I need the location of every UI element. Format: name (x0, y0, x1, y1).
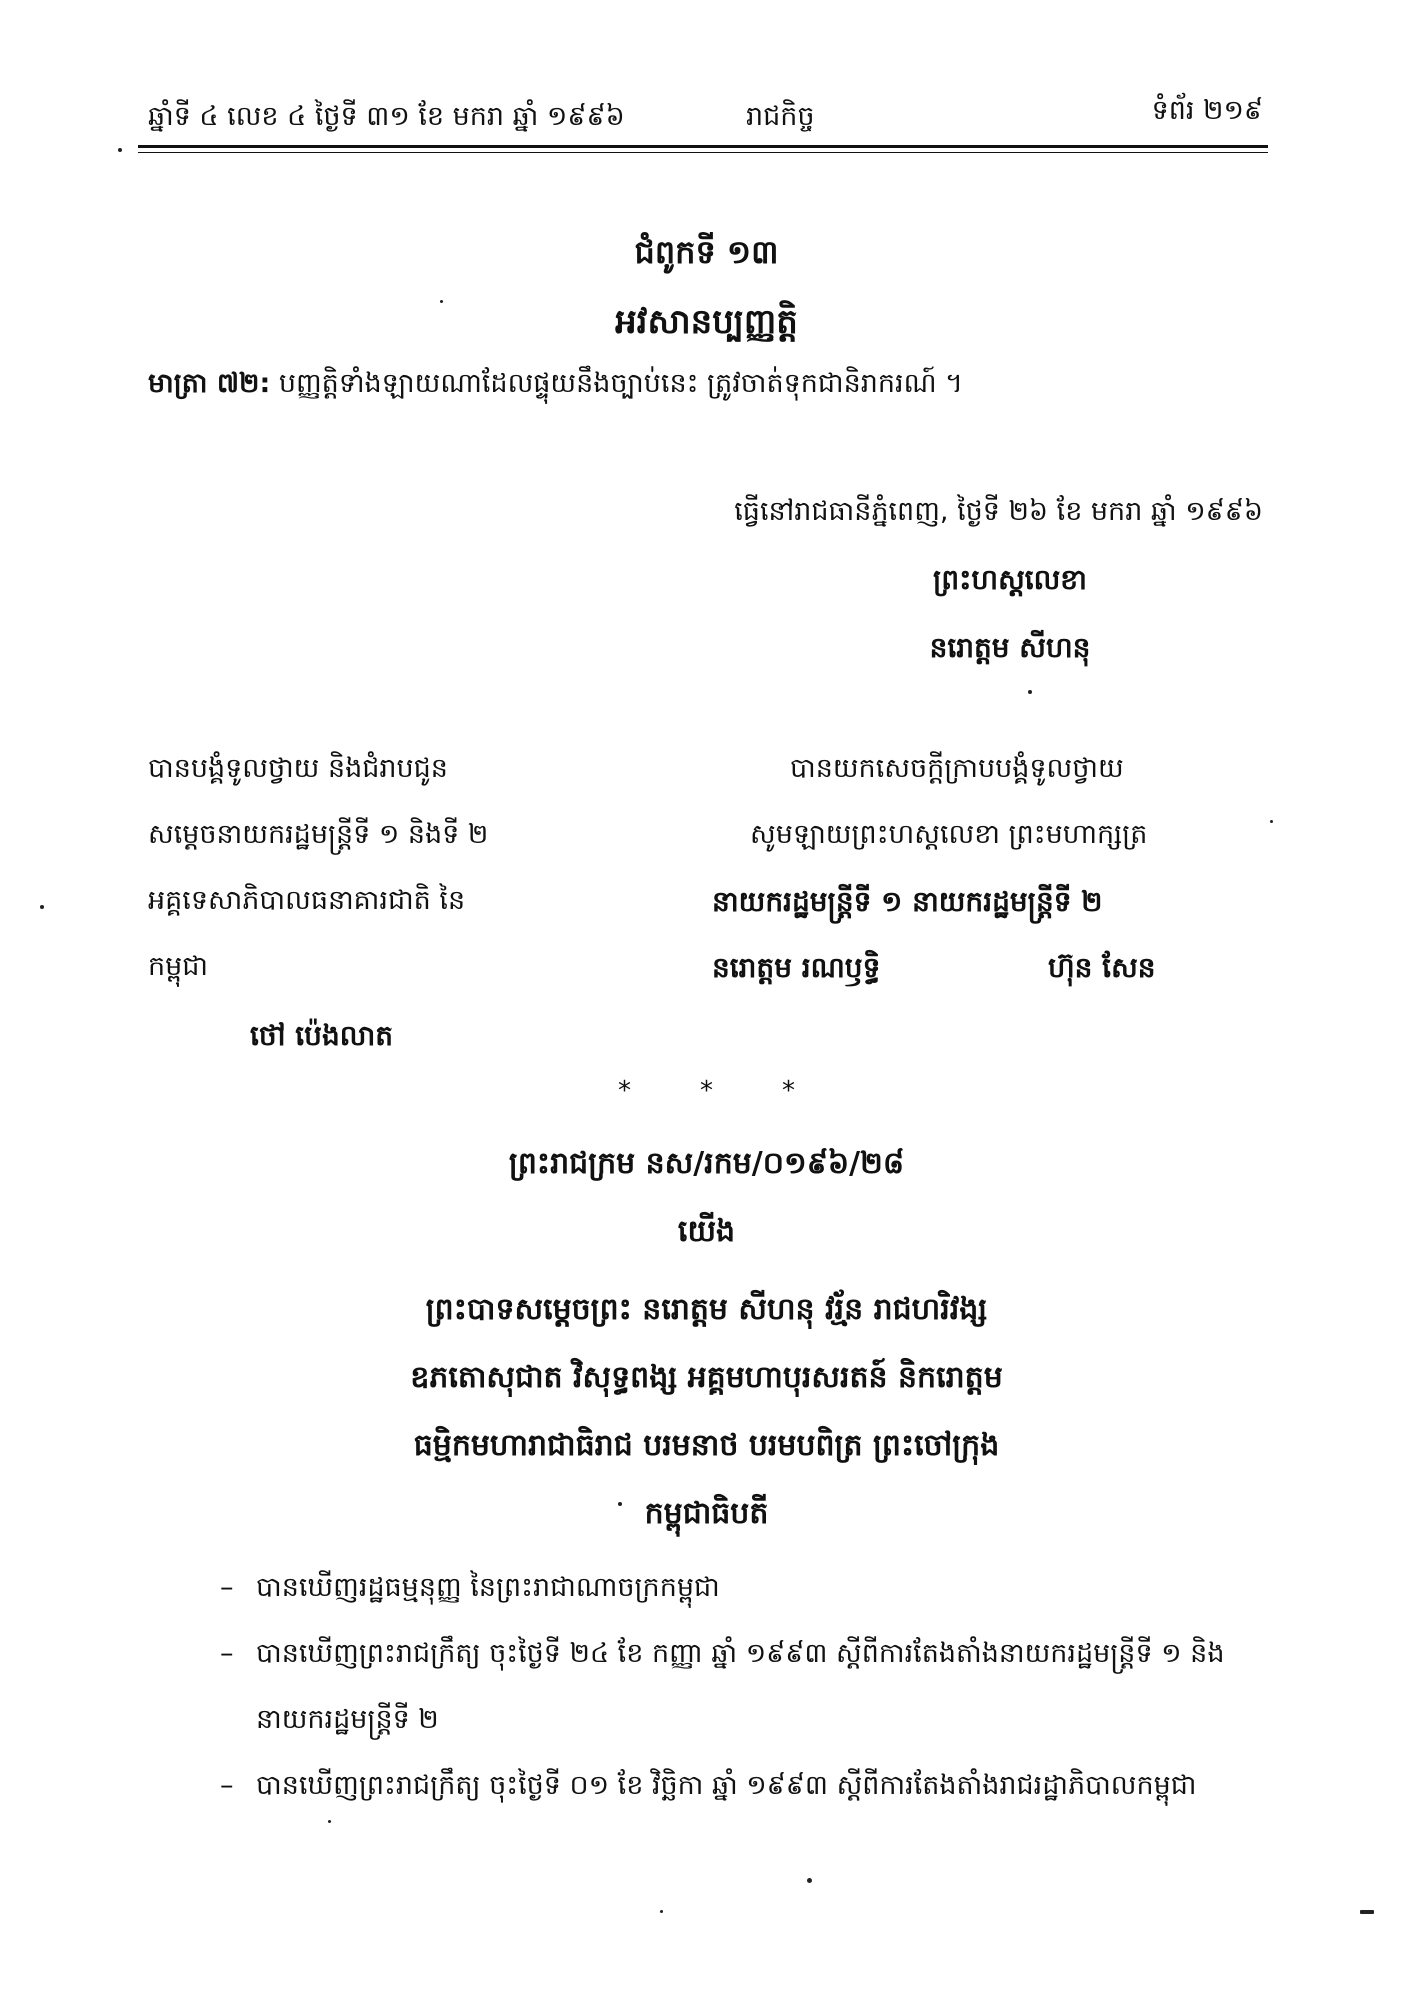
header-gazette-title: រាជកិច្ច (746, 101, 815, 132)
article-text: បញ្ញត្តិទាំងឡាយណាដែលផ្ទុយនឹងច្បាប់នេះ ត្រូវចាត់ទុកជានិរាករណ៍ ។ (270, 368, 963, 399)
scan-speck (1028, 690, 1032, 694)
consideration-item: – បានឃើញព្រះរាជក្រឹត្យ ចុះថ្ងៃទី ០១ ខែ វិច្ឆិកា ឆ្នាំ ១៩៩៣ ស្តីពីការតែងតាំងរាជរដ្ឋាភិបាលកម្ពុជា (220, 1753, 1265, 1819)
king-title-line: ធម្មិកមហារាជាធិរាជ បរមនាថ បរមបពិត្រ ព្រះចៅក្រុង (413, 1428, 1000, 1463)
separator-star: * (700, 1076, 713, 1106)
king-title-line: ឧភតោសុជាត វិសុទ្ធពង្ស អគ្គមហាបុរសរតន៍ និករោត្តម (410, 1360, 1003, 1395)
decree-we: យើង (677, 1214, 736, 1249)
chapter-title: អវសានប្បញ្ញត្តិ (615, 302, 798, 342)
scan-speck (328, 1820, 331, 1823)
header-rule-thick (138, 145, 1268, 148)
royal-signature-name: នរោត្តម សីហនុ (929, 631, 1091, 664)
consideration-item: – បានឃើញរដ្ឋធម្មនុញ្ញ នៃព្រះរាជាណាចក្រកម្ពុជា (220, 1555, 1265, 1621)
header-issue-date: ឆ្នាំទី ៤ លេខ ៤ ថ្ងៃទី ៣១ ខែ មករា ឆ្នាំ ១៩៩៦ (148, 101, 625, 132)
scan-speck (440, 300, 443, 303)
right-column-signer-second: ហ៊ុន សែន (1048, 951, 1156, 984)
right-column-line: សូមឡាយព្រះហស្តលេខា ព្រះមហាក្សត្រ (750, 819, 1148, 850)
separator-star: * (782, 1076, 795, 1106)
considerations-list (220, 1555, 1265, 1819)
king-title-line: ព្រះបាទសម្តេចព្រះ នរោត្តម សីហនុ វរ្ម័ន រាជហរិវង្ស (425, 1292, 988, 1327)
scan-speck (618, 1502, 622, 1506)
scan-speck (660, 1910, 663, 1913)
scan-speck (807, 1878, 812, 1883)
scan-speck (40, 905, 44, 909)
article-label: មាត្រា ៧២: (148, 368, 271, 399)
place-and-date: ធ្វើនៅរាជធានីភ្នំពេញ, ថ្ងៃទី ២៦ ខែ មករា ឆ្នាំ ១៩៩៦ (734, 496, 1263, 527)
scan-speck (118, 148, 122, 152)
separator-star: * (618, 1076, 631, 1106)
left-column-signer: ថៅ ប៉េងលាត (250, 1019, 394, 1052)
left-column-line: សម្តេចនាយករដ្ឋមន្ត្រីទី ១ និងទី ២ (148, 819, 489, 850)
article-72 (148, 367, 963, 406)
header-rule-thin (138, 152, 1268, 153)
scan-speck (1360, 1910, 1374, 1914)
scan-speck (1270, 820, 1273, 823)
decree-number: ព្រះរាជក្រម នស/រកម/០១៩៦/២៨ (508, 1146, 905, 1181)
right-column-line: បានយកសេចក្តីក្រាបបង្គំទូលថ្វាយ (790, 753, 1124, 784)
king-title-line: កម្ពុជាធិបតី (644, 1496, 769, 1531)
left-column-line: អគ្គទេសាភិបាលធនាគារជាតិ នៃ (148, 885, 466, 916)
right-column-line: នាយករដ្ឋមន្ត្រីទី ១ នាយករដ្ឋមន្ត្រីទី ២ (712, 885, 1103, 918)
chapter-heading: ជំពូកទី ១៣ (634, 233, 779, 271)
consideration-item: – បានឃើញព្រះរាជក្រឹត្យ ចុះថ្ងៃទី ២៤ ខែ កញ្ញា ឆ្នាំ ១៩៩៣ ស្តីពីការតែងតាំងនាយករដ្ឋមន្ត្រីទី ១ និងនាយករដ្ឋមន្ត្រីទី ២ (220, 1621, 1265, 1753)
right-column-signer-first: នរោត្តម រណឫទ្ធិ (712, 951, 881, 984)
section-separator (0, 1076, 1413, 1106)
left-column-line: បានបង្គំទូលថ្វាយ និងជំរាបជូន (148, 753, 448, 784)
header-page-number: ទំព័រ ២១៩ (1151, 95, 1263, 126)
royal-signature-title: ព្រះហស្តលេខា (933, 563, 1087, 596)
left-column-line: កម្ពុជា (148, 951, 208, 982)
